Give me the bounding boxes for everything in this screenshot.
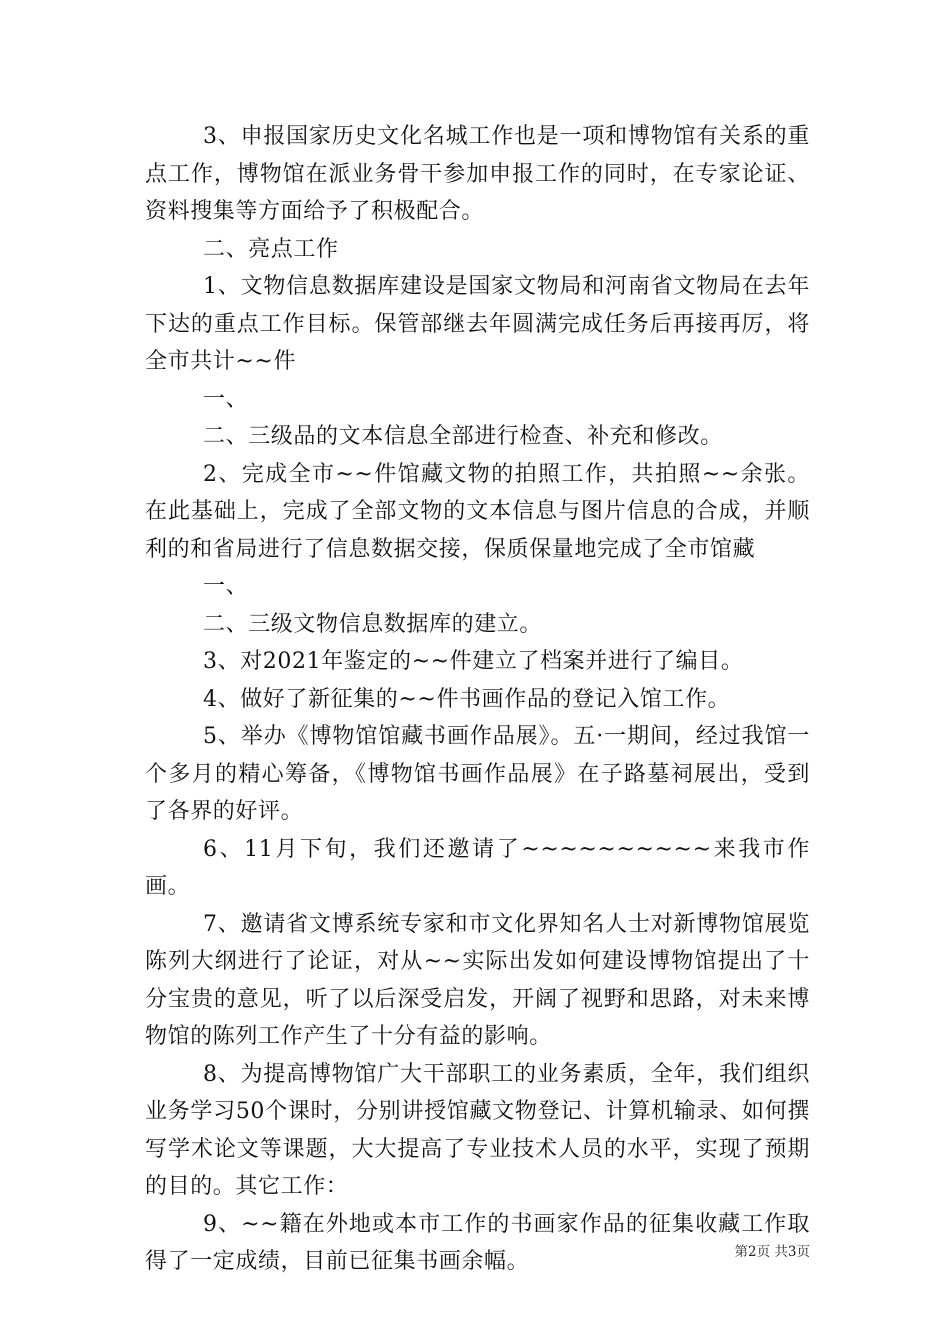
paragraph: 一、 (203, 574, 249, 599)
paragraph: 9、~~籍在外地或本市工作的书画家作品的征集收藏工作取得了一定成绩，目前已征集书画余幅。 (145, 1211, 810, 1274)
paragraph: 1、文物信息数据库建设是国家文物局和河南省文物局在去年下达的重点工作目标。保管部继去年圆满完成任务后再接再厉，将全市共计~~件 (145, 274, 810, 374)
paragraph: 8、为提高博物馆广大干部职工的业务素质，全年，我们组织业务学习50个课时，分别讲授馆藏文物登记、计算机输录、如何撰写学术论文等课题，大大提高了专业技术人员的水平，实现了预期的目的。其它工作： (145, 1061, 810, 1199)
paragraph: 4、做好了新征集的~~件书画作品的登记入馆工作。 (203, 686, 731, 712)
paragraph: 3、对2021年鉴定的~~件建立了档案并进行了编目。 (203, 649, 744, 674)
paragraph: 一、 (203, 386, 249, 412)
paragraph: 5、举办《博物馆馆藏书画作品展》。五·一期间，经过我馆一个多月的精心筹备，《博物馆书画作品展》在子路墓祠展出，受到了各界的好评。 (145, 724, 810, 824)
page-number-footer: 第2页 共3页 (734, 1244, 810, 1260)
paragraph: 二、三级文物信息数据库的建立。 (203, 611, 543, 637)
paragraph: 3、申报国家历史文化名城工作也是一项和博物馆有关系的重点工作，博物馆在派业务骨干参加申报工作的同时，在专家论证、资料搜集等方面给予了积极配合。 (145, 124, 810, 224)
paragraph: 二、三级品的文本信息全部进行检查、补充和修改。 (203, 424, 723, 449)
paragraph: 2、完成全市~~件馆藏文物的拍照工作，共拍照~~余张。在此基础上，完成了全部文物的文本信息与图片信息的合成，并顺利的和省局进行了信息数据交接，保质保量地完成了全市馆藏 (145, 461, 810, 562)
paragraph: 6、11月下旬，我们还邀请了~~~~~~~~~~来我市作画。 (145, 836, 810, 899)
document-body (145, 118, 810, 1281)
section-heading: 二、亮点工作 (203, 236, 339, 262)
paragraph: 7、邀请省文博系统专家和市文化界知名人士对新博物馆展览陈列大纲进行了论证，对从~~实际出发如何建设博物馆提出了十分宝贵的意见，听了以后深受启发，开阔了视野和思路，对未来博物馆的陈列工作产生了十分有益的影响。 (145, 911, 810, 1049)
